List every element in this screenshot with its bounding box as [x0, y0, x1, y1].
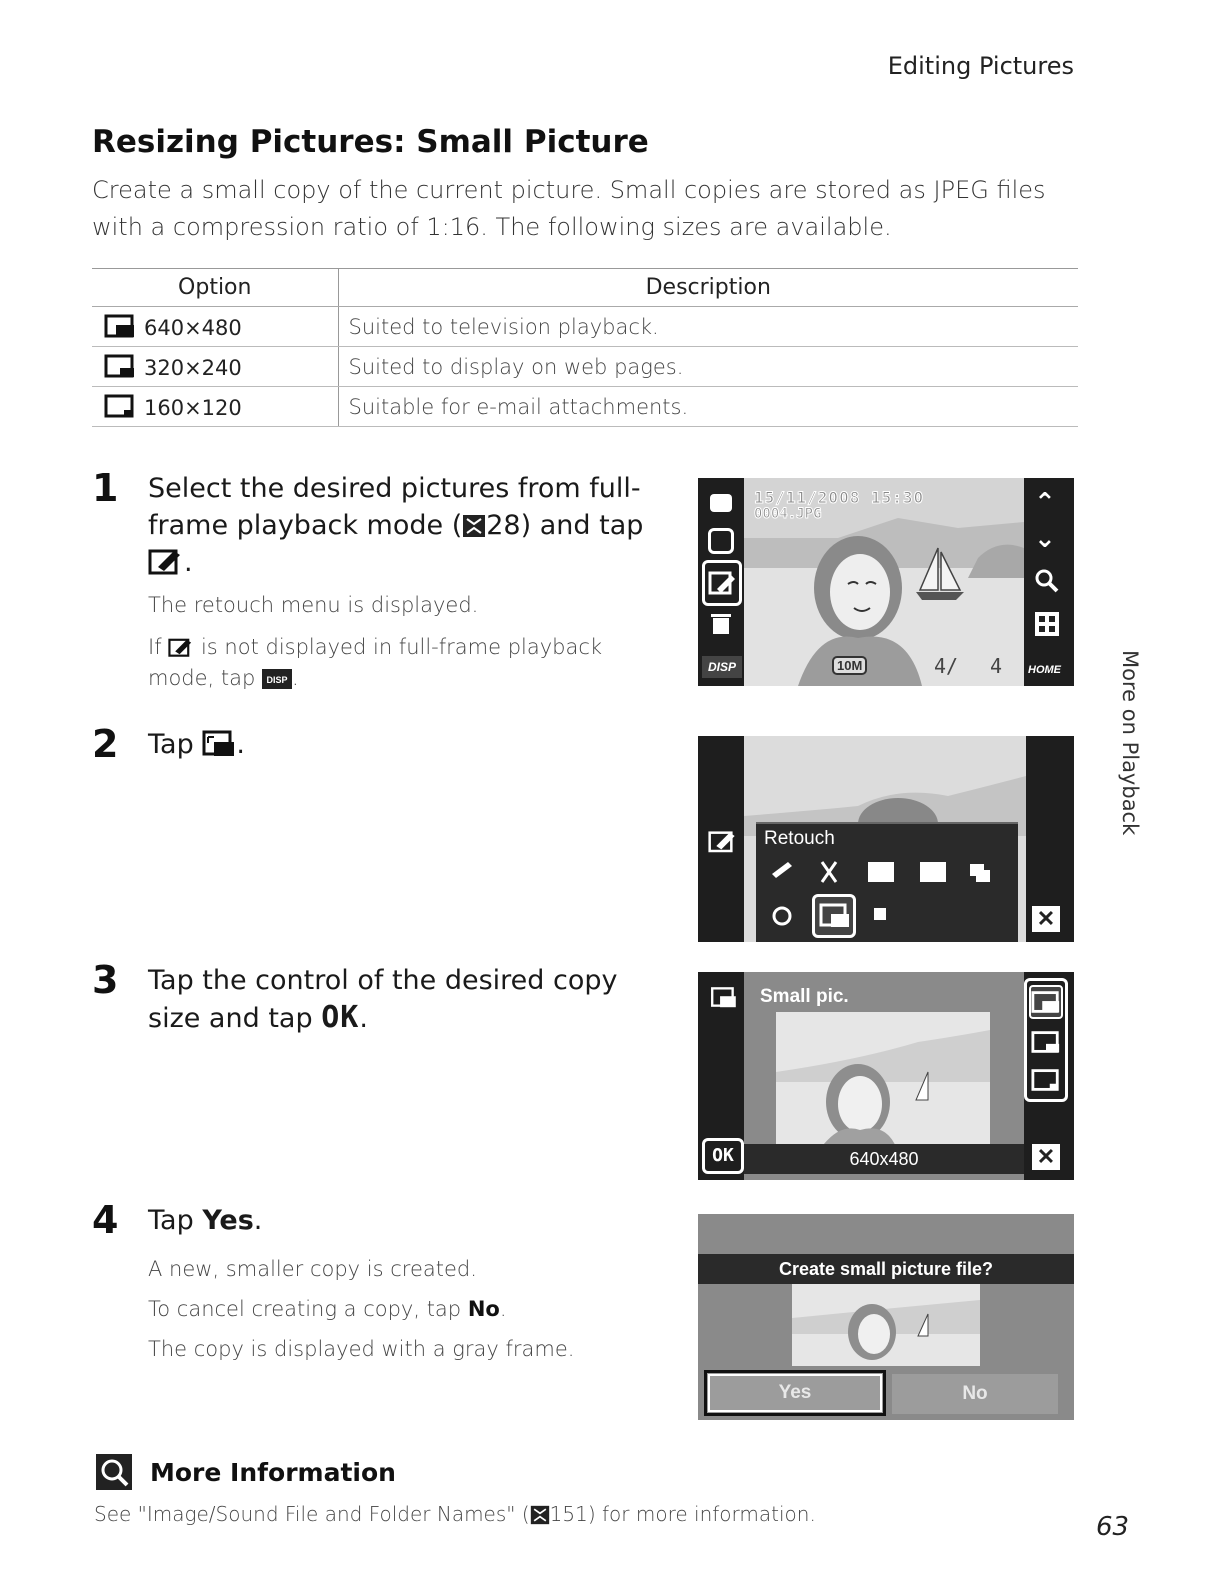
retouch-menu-title: Retouch [764, 828, 835, 849]
scroll-up-button[interactable]: ⌃ [1034, 488, 1056, 518]
delete-icon[interactable] [706, 608, 736, 638]
table-cell-option [92, 387, 338, 427]
step-number: 2 [92, 722, 119, 766]
small-pic-640-icon [104, 314, 136, 338]
step-number: 1 [92, 466, 119, 510]
close-button[interactable]: ✕ [1032, 906, 1060, 932]
page-number: 63 [1096, 1512, 1130, 1542]
step-note: To cancel creating a copy, tap No. [148, 1297, 507, 1321]
screen-retouch-menu [698, 736, 1074, 942]
ok-glyph: OK [321, 1000, 360, 1035]
frame-counter-total: 4 [990, 654, 1003, 678]
small-pic-320-icon [1031, 1027, 1061, 1057]
table-cell-option [92, 347, 338, 387]
retouch-menu-icons [756, 824, 1018, 942]
step-number: 4 [92, 1198, 119, 1242]
yes-button[interactable]: Yes [704, 1370, 886, 1416]
step-heading: Tap . [148, 729, 245, 760]
side-tab-label: More on Playback [1118, 650, 1142, 836]
screen-playback [698, 478, 1074, 686]
playback-mode-button[interactable] [708, 528, 734, 554]
side-tab [1112, 650, 1146, 840]
more-info-text: See "Image/Sound File and Folder Names" ( 151) for more information. [94, 1502, 816, 1526]
date-readout: 15/11/2008 15:30 [754, 488, 925, 507]
close-button[interactable]: ✕ [1032, 1144, 1060, 1170]
screen-confirm [698, 1214, 1074, 1420]
table-row [92, 387, 1078, 427]
small-pic-320-icon [104, 354, 136, 378]
running-head: Editing Pictures [887, 52, 1074, 80]
option-label: 640×480 [144, 315, 242, 340]
screen-title: Small pic. [760, 986, 849, 1007]
reference-icon [530, 1505, 550, 1525]
step-note: A new, smaller copy is created. [148, 1257, 477, 1281]
small-picture-icon [815, 897, 853, 935]
retouch-icon [168, 636, 194, 658]
home-button[interactable]: HOME [1028, 664, 1061, 676]
step-1 [92, 466, 652, 706]
step-number: 3 [92, 958, 119, 1002]
size-readout: 640x480 [744, 1144, 1024, 1174]
option-label: 160×120 [144, 395, 242, 420]
screen-small-pic [698, 972, 1074, 1180]
step-4 [92, 1198, 652, 1378]
thumbnail-icon[interactable] [1033, 610, 1061, 638]
page-title: Resizing Pictures: Small Picture [92, 124, 649, 160]
small-pic-640-icon [1031, 987, 1061, 1017]
step-note: If is not displayed in full-frame playback mode, tap DISP . [148, 635, 603, 690]
small-picture-button[interactable] [812, 894, 856, 938]
disp-button[interactable]: DISP [702, 656, 742, 678]
table-cell-description: Suited to television playback. [338, 307, 1078, 347]
table-row [92, 307, 1078, 347]
table-cell-description: Suitable for e-mail attachments. [338, 387, 1078, 427]
table-header-row [92, 269, 1078, 307]
size-640-button[interactable] [1029, 985, 1063, 1019]
table-header-description: Description [338, 269, 1078, 307]
retouch-icon [708, 828, 738, 854]
step-heading: Tap Yes. [148, 1205, 263, 1236]
retouch-menu-panel [756, 822, 1018, 942]
confirm-prompt: Create small picture file? [698, 1254, 1074, 1284]
step-note: The copy is displayed with a gray frame. [148, 1337, 575, 1361]
retouch-button[interactable] [702, 560, 742, 606]
zoom-icon[interactable] [1032, 566, 1062, 596]
scroll-down-button[interactable]: ⌄ [1034, 524, 1056, 554]
confirm-thumbnail [792, 1284, 980, 1366]
retouch-icon [148, 547, 184, 575]
more-info [96, 1454, 396, 1494]
option-label: 320×240 [144, 355, 242, 380]
size-selector [1024, 978, 1068, 1102]
size-320-button[interactable] [1031, 1027, 1061, 1057]
table-cell-option [92, 307, 338, 347]
svg-text:DISP: DISP [266, 675, 288, 685]
table-header-option: Option [92, 269, 338, 307]
step-2 [92, 722, 652, 782]
intro-paragraph: Create a small copy of the current picture. Small copies are stored as JPEG files with a compression ratio of 1:16. The following sizes are available. [92, 176, 1046, 241]
disp-icon [262, 669, 292, 689]
reference-icon [462, 514, 486, 538]
step-heading: Tap the control of the desired copy size and tap OK. [148, 965, 618, 1035]
step-heading: Select the desired pictures from full-frame playback mode ( 28) and tap . [148, 473, 644, 578]
options-table [92, 268, 1078, 427]
step-3 [92, 958, 652, 1048]
image-size-badge: 10M [832, 656, 867, 675]
shooting-mode-button[interactable] [710, 494, 732, 512]
size-160-button[interactable] [1031, 1065, 1061, 1095]
frame-counter-current: 4/ [934, 654, 959, 678]
file-name-readout: 0004.JPG [754, 506, 822, 522]
no-button[interactable]: No [892, 1374, 1058, 1414]
table-row [92, 347, 1078, 387]
small-pic-160-icon [104, 394, 136, 418]
more-info-icon [96, 1454, 132, 1490]
table-cell-description: Suited to display on web pages. [338, 347, 1078, 387]
retouch-icon [705, 563, 739, 603]
small-picture-icon [202, 729, 236, 757]
step-note: The retouch menu is displayed. [148, 593, 479, 617]
small-picture-icon [710, 986, 738, 1008]
small-pic-160-icon [1031, 1065, 1061, 1095]
more-info-title: More Information [150, 1458, 396, 1487]
ok-button[interactable]: OK [702, 1138, 744, 1174]
